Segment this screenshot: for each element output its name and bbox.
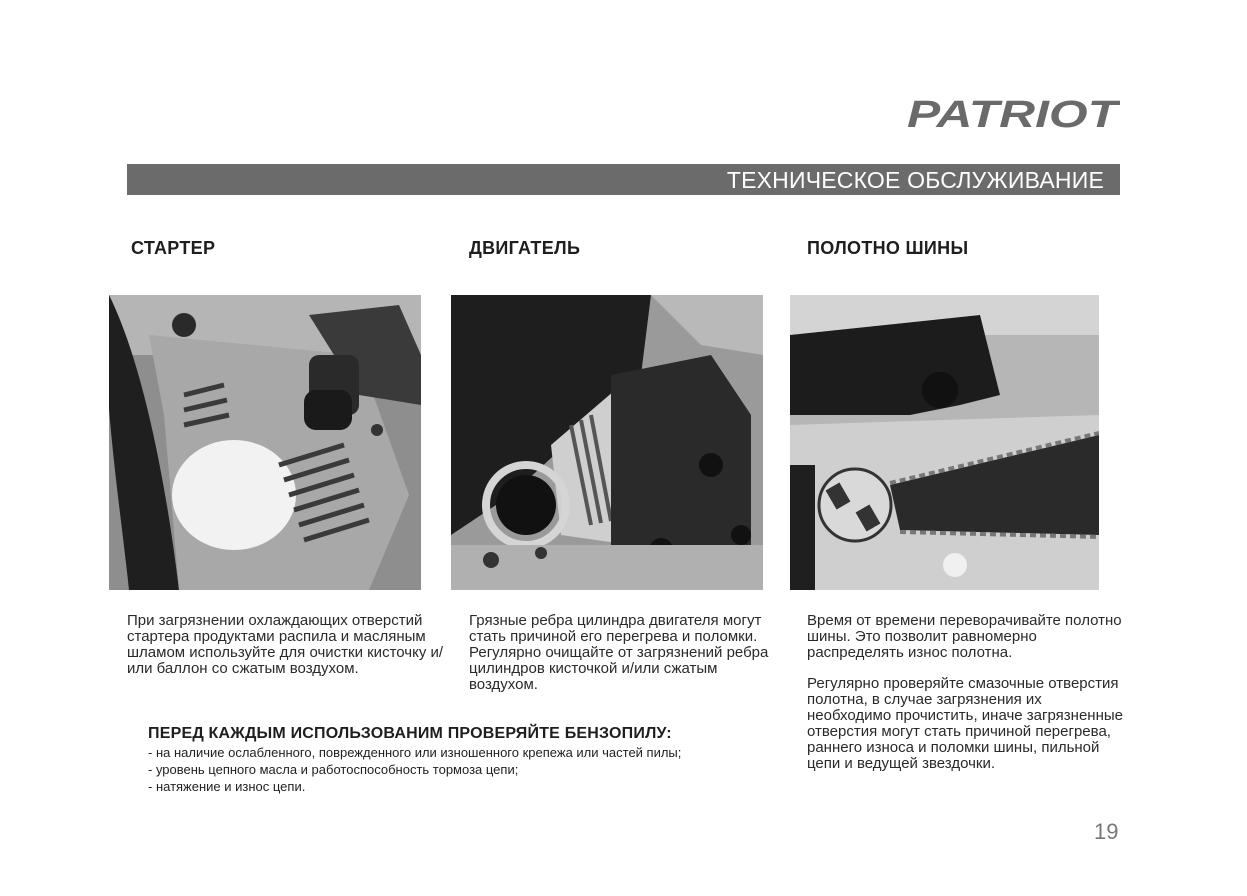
guide-bar-photo xyxy=(790,295,1099,590)
svg-text:PATRIOT: PATRIOT xyxy=(907,96,1120,130)
engine-photo xyxy=(451,295,763,590)
guide-bar-lubrication: Регулярно проверяйте смазочные отверстия полотна, в случае загрязнения их необходимо прочистить, иначе загрязненные отверстия могут стать причиной перегрева, раннего износа и поломки шины, пильной цепи и ведущей звездочки. xyxy=(807,675,1123,772)
guide-bar-description: Время от времени переворачивайте полотно шины. Это позволит равномерно распределять износ полотна. xyxy=(807,612,1122,661)
starter-title: СТАРТЕР xyxy=(131,238,216,258)
engine-title: ДВИГАТЕЛЬ xyxy=(469,238,581,258)
engine-description: Грязные ребра цилиндра двигателя могут стать причиной его перегрева и поломки. Регулярно очищайте от загрязнений ребра цилиндров кисточкой и/или сжатым воздухом. xyxy=(469,612,769,693)
guide-bar-title: ПОЛОТНО ШИНЫ xyxy=(807,238,969,258)
starter-photo xyxy=(109,295,421,590)
checklist-title: ПЕРЕД КАЖДЫМ ИСПОЛЬЗОВАНИМ ПРОВЕРЯЙТЕ БЕНЗОПИЛУ: xyxy=(148,725,672,742)
checklist-item: - уровень цепного масла и работоспособность тормоза цепи; xyxy=(148,762,519,777)
starter-description: При загрязнении охлаждающих отверстий стартера продуктами распила и масляным шламом используйте для очистки кисточку и/или баллон со сжатым воздухом. xyxy=(127,612,444,677)
checklist-item: - натяжение и износ цепи. xyxy=(148,779,306,794)
section-banner xyxy=(127,164,1120,195)
patriot-logo xyxy=(905,96,1120,130)
checklist xyxy=(148,744,681,795)
checklist-item: - на наличие ослабленного, поврежденного или изношенного крепежа или частей пилы; xyxy=(148,745,682,760)
page-number: 19 xyxy=(1094,819,1119,844)
page-title: ТЕХНИЧЕСКОЕ ОБСЛУЖИВАНИЕ xyxy=(726,167,1104,193)
